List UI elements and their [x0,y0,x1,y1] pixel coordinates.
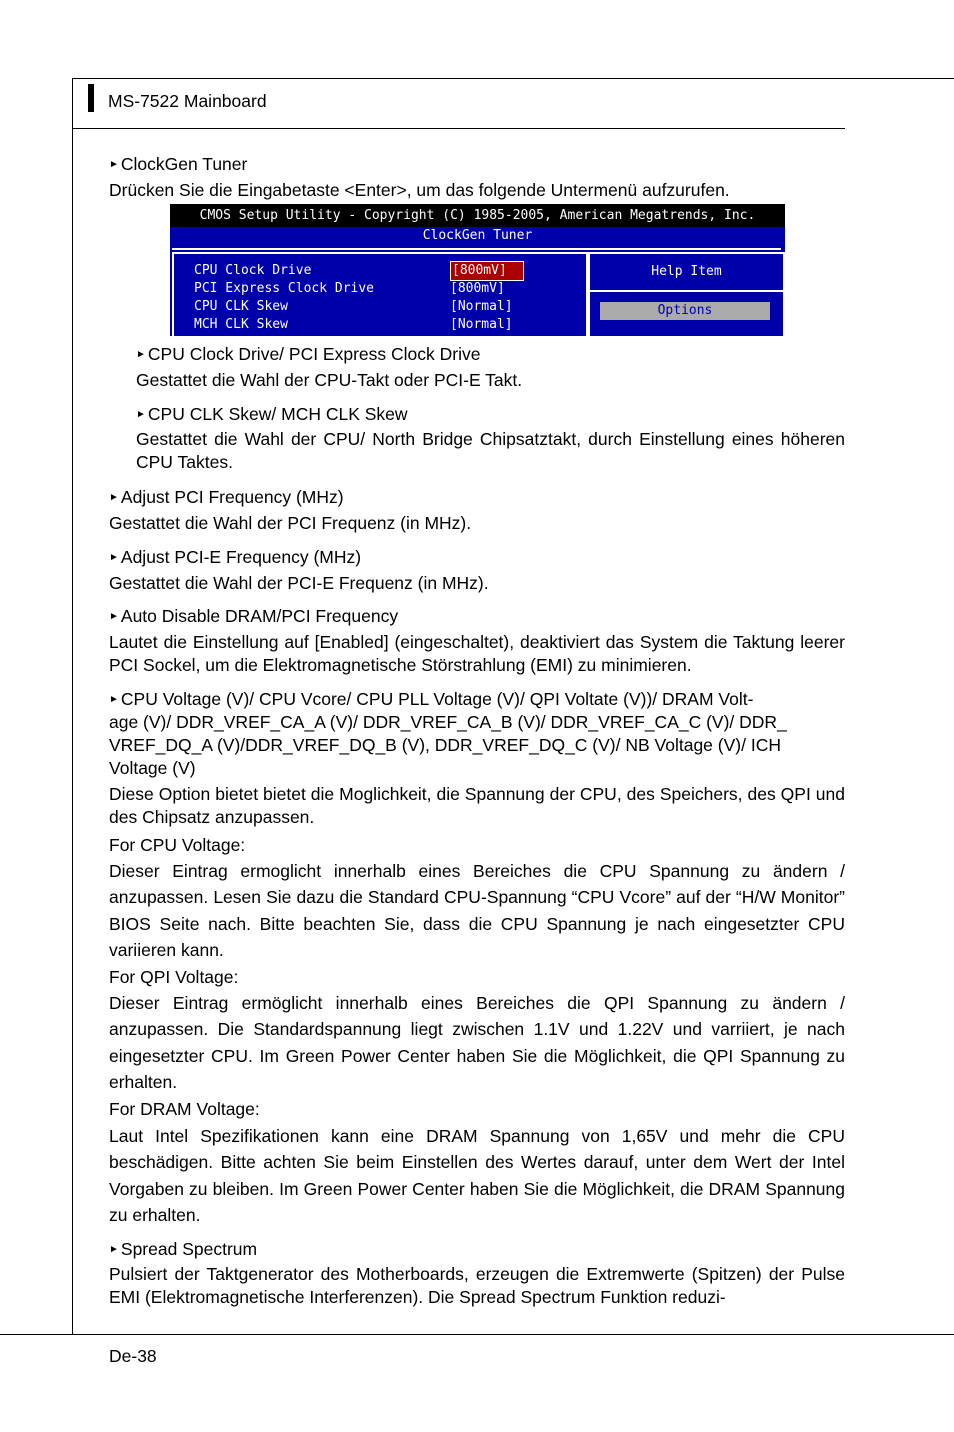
triangle-bullet-icon: ► [109,492,119,503]
heading-voltage-line: Voltage (V) [109,758,196,778]
triangle-bullet-icon: ► [136,409,146,420]
bios-row-value: [Normal] [450,299,513,314]
header-bar [88,84,94,112]
bios-title: CMOS Setup Utility - Copyright (C) 1985-2005, American Megatrends, Inc. [170,204,785,227]
triangle-bullet-icon: ► [109,694,119,705]
para-cpu-clock-drive: Gestattet die Wahl der CPU-Takt oder PCI-E Takt. [136,370,523,390]
bios-separator [172,248,781,250]
para-pcie-frequency: Gestattet die Wahl der PCI-E Frequenz (in MHz). [109,573,489,593]
para-dram-voltage: Laut Intel Spezifikationen kann eine DRAM Spannung von 1,65V und mehr die CPU beschädigen. Bitte achten Sie beim Einstellen des Wertes darauf, unter dem Wert der Intel Vorgaben zu bleiben. Im Green Power Center haben Sie die Möglichkeit, die DRAM Spannung zu erhalten. [109,1126,845,1226]
heading-auto-disable: ► Auto Disable DRAM/PCI Frequency [109,606,399,626]
para-qpi-voltage: Dieser Eintrag ermöglicht innerhalb eines Bereiches die QPI Spannung zu ändern / anzupassen. Die Standardspannung liegt zwischen 1.1V und 1.22V und varriiert, je nach eingesetzter CPU. Im Green Power Center haben Sie die Möglichkeit, die QPI Spannung zu erhalten. [109,993,845,1093]
heading-voltage-line: age (V)/ DDR_VREF_CA_A (V)/ DDR_VREF_CA_B (V)/ DDR_VREF_CA_C (V)/ DDR_ [109,712,787,732]
heading-clk-skew: ► CPU CLK Skew/ MCH CLK Skew [136,404,408,424]
footer-rule [0,1334,954,1335]
bios-row-label: PCI Express Clock Drive [194,281,375,296]
page-number: De-38 [109,1346,157,1366]
para-voltage: Diese Option bietet bietet die Moglichkeit, die Spannung der CPU, des Speichers, des QPI und des Chipsatz anzupassen. [109,784,845,828]
header-title: MS-7522 Mainboard [108,91,267,111]
heading-qpi-voltage: For QPI Voltage: [109,967,239,987]
frame-top-line [72,78,954,79]
heading-cpu-voltage: For CPU Voltage: [109,835,246,855]
heading-pcie-frequency: ► Adjust PCI-E Frequency (MHz) [109,547,362,567]
heading-spread-spectrum: ► Spread Spectrum [109,1239,258,1259]
bios-row-value: [800mV] [450,281,505,296]
bios-options-panel [588,290,785,336]
para-clk-skew: Gestattet die Wahl der CPU/ North Bridge Chipsatztakt, durch Einstellung eines höheren CPU Taktes. [136,429,845,473]
bios-screenshot [170,204,785,336]
bios-row-value: [Normal] [450,317,513,332]
bios-help-panel [588,252,785,292]
bios-options-label: Options [600,302,770,320]
bios-row-label: MCH CLK Skew [194,317,288,332]
header-rule [72,128,845,129]
bios-settings-panel [172,252,588,336]
heading-voltage-line: VREF_DQ_A (V)/DDR_VREF_DQ_B (V), DDR_VREF_DQ_C (V)/ NB Voltage (V)/ ICH [109,735,781,755]
triangle-bullet-icon: ► [109,159,119,170]
heading-pci-frequency: ► Adjust PCI Frequency (MHz) [109,487,344,507]
para-pci-frequency: Gestattet die Wahl der PCI Frequenz (in MHz). [109,513,472,533]
bios-help-title: Help Item [651,264,722,279]
bios-subtitle: ClockGen Tuner [422,228,533,243]
para-cpu-voltage: Dieser Eintrag ermoglicht innerhalb eines Bereiches die CPU Spannung zu ändern / anzupassen. Lesen Sie dazu die Standard CPU-Spannung “CPU Vcore” auf der “H/W Monitor” BIOS Seite nach. Bitte beachten Sie, dass die CPU Spannung je nach eingesetzter CPU variieren kann. [109,861,845,961]
triangle-bullet-icon: ► [109,552,119,563]
triangle-bullet-icon: ► [109,1244,119,1255]
triangle-bullet-icon: ► [109,611,119,622]
frame-left-line [72,78,73,1334]
triangle-bullet-icon: ► [136,349,146,360]
bios-row-label: CPU Clock Drive [194,263,312,278]
heading-voltage: ► CPU Voltage (V)/ CPU Vcore/ CPU PLL Voltage (V)/ QPI Voltate (V))/ DRAM Volt- [109,689,754,709]
para-spread-spectrum: Pulsiert der Taktgenerator des Motherboards, erzeugen die Extremwerte (Spitzen) der Pulse EMI (Elektromagnetische Interferenzen). Die Spread Spectrum Funktion reduzi- [109,1264,845,1308]
heading-clockgen-tuner: ► ClockGen Tuner [109,154,248,174]
bios-row-value: [800mV] [451,262,523,280]
bios-row-label: CPU CLK Skew [194,299,288,314]
para-auto-disable: Lautet die Einstellung auf [Enabled] (eingeschaltet), deaktiviert das System die Taktung leerer PCI Sockel, um die Elektromagnetische Störstrahlung (EMI) zu minimieren. [109,632,845,676]
para-clockgen: Drücken Sie die Eingabetaste <Enter>, um das folgende Untermenü aufzurufen. [109,180,730,200]
heading-dram-voltage: For DRAM Voltage: [109,1099,260,1119]
heading-cpu-clock-drive: ► CPU Clock Drive/ PCI Express Clock Drive [136,344,481,364]
